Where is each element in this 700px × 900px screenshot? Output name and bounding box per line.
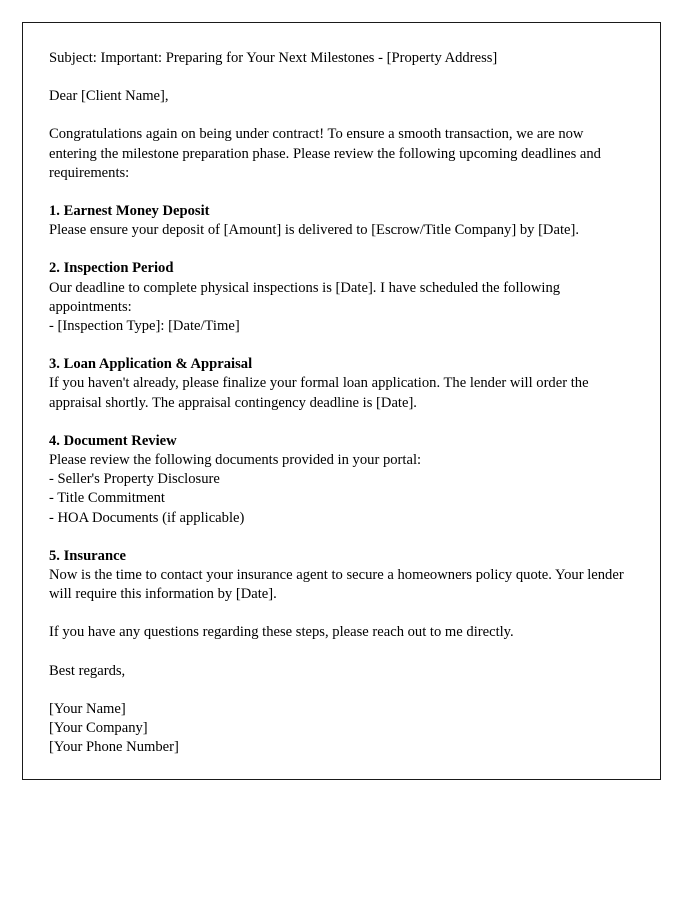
section-line: Now is the time to contact your insurance agent to secure a homeowners policy quote. Your lender will require this information by [Date]. <box>49 567 624 603</box>
section-list-item: - HOA Documents (if applicable) <box>49 509 245 526</box>
signature-name: [Your Name] <box>49 700 126 717</box>
section-list-item: - Seller's Property Disclosure <box>49 471 220 488</box>
section-list-item: - Title Commitment <box>49 490 165 507</box>
section-heading: 1. Earnest Money Deposit <box>49 203 210 220</box>
signature-phone: [Your Phone Number] <box>49 739 179 756</box>
salutation: Dear [Client Name], <box>49 88 169 105</box>
section-document-review <box>49 432 630 528</box>
section-line: Please review the following documents provided in your portal: <box>49 452 422 469</box>
section-heading: 2. Inspection Period <box>49 260 174 277</box>
section-loan-application-appraisal <box>49 355 630 413</box>
section-heading: 5. Insurance <box>49 547 127 564</box>
section-heading: 3. Loan Application & Appraisal <box>49 356 253 373</box>
section-line: Our deadline to complete physical inspections is [Date]. I have scheduled the following appointments: <box>49 279 561 315</box>
letter-page-border <box>22 22 661 780</box>
section-heading: 4. Document Review <box>49 432 177 449</box>
section-inspection-period <box>49 259 630 336</box>
section-earnest-money-deposit <box>49 202 630 240</box>
subject-line: Subject: Important: Preparing for Your Next Milestones - [Property Address] <box>49 50 498 66</box>
section-line: If you haven't already, please finalize your formal loan application. The lender will order the appraisal shortly. The appraisal contingency deadline is [Date]. <box>49 375 589 411</box>
signoff: Best regards, <box>49 662 126 679</box>
signature-block <box>49 700 630 758</box>
section-insurance <box>49 547 630 605</box>
letter-body <box>23 23 660 757</box>
closing-paragraph: If you have any questions regarding these steps, please reach out to me directly. <box>49 624 514 641</box>
section-list-item: - [Inspection Type]: [Date/Time] <box>49 318 240 335</box>
signature-company: [Your Company] <box>49 720 148 737</box>
intro-paragraph: Congratulations again on being under contract! To ensure a smooth transaction, we are now entering the milestone preparation phase. Please review the following upcoming deadlines and requirements: <box>49 126 601 181</box>
section-line: Please ensure your deposit of [Amount] is delivered to [Escrow/Title Company] by [Date]. <box>49 222 579 239</box>
